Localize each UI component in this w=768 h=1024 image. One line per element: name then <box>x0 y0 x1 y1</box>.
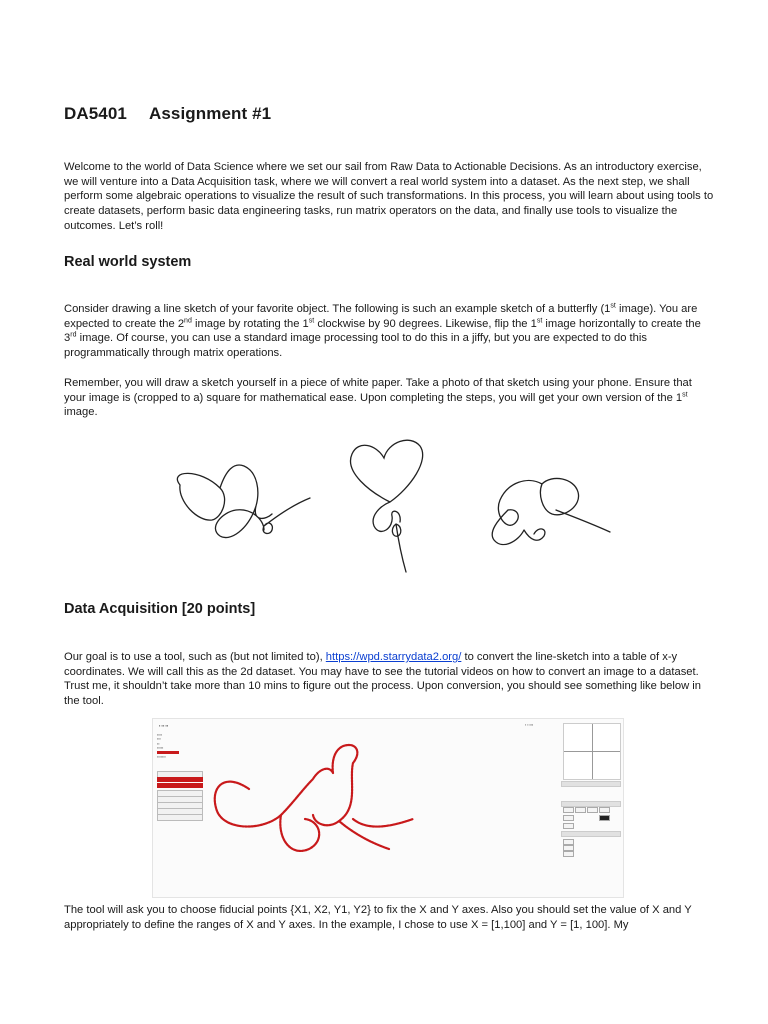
butterfly-sketch-flipped <box>478 470 628 570</box>
data-acquisition-paragraph-2: The tool will ask you to choose fiducial points {X1, X2, Y1, Y2} to fix the X and Y axes. Also you should set the value of X and Y appropriately to define the ranges of X and Y axes. In the example, I chose to use X = [1,100] and Y = [1, 100]. My <box>64 904 692 931</box>
digitizer-tool-screenshot <box>152 718 624 898</box>
real-world-paragraph-2: Remember, you will draw a sketch yourself in a piece of white paper. Take a photo of that sketch using your phone. Ensure that your image is (cropped to a) square for mathematical ease. Upon completing the steps, you will get your own version of the 1st image. <box>64 377 692 419</box>
assignment-name: Assignment #1 <box>148 104 272 123</box>
course-code: DA5401 <box>64 104 127 123</box>
intro-paragraph: Welcome to the world of Data Science where we set our sail from Raw Data to Actionable Decisions. As an introductory exercise, we will venture into a Data Acquisition task, where we will convert a real world system into a dataset. As the next step, we shall perform some algebraic operations to visualize the result of such transformations. In this process, you will learn about using tools to create datasets, perform basic data engineering tasks, run matrix operators on the data, and finally use tools to visualize the outcomes. Let’s roll! <box>64 161 714 232</box>
section-heading-data-acquisition: Data Acquisition [20 points] <box>64 601 256 617</box>
data-acquisition-paragraph-1: Our goal is to use a tool, such as (but not limited to), https://wpd.starrydata2.org/ to convert the line-sketch into a table of x-y coordinates. We will call this as the 2d dataset. You may have to see the tutorial videos on how to convert an image to a dataset. Trust me, it shouldn’t take more than 10 mins to figure out the process. Upon conversion, you should see something like below in the tool. <box>64 651 701 708</box>
section-heading-real-world-system: Real world system <box>64 254 192 270</box>
butterfly-sketch-rotated <box>340 432 440 577</box>
butterfly-sketch-original <box>160 440 320 560</box>
tool-menu-bar: ▪ ▪▪ ▪▪ <box>159 723 169 728</box>
digitized-butterfly-curve <box>153 719 623 897</box>
tool-side-panel: ▪▪▪▪ ▪▪▪ ▪▪ ▪▪▪▪▪ ▪▪▪▪▪▪▪ <box>157 733 205 759</box>
assignment-title <box>64 104 271 124</box>
real-world-paragraph-1: Consider drawing a line sketch of your favorite object. The following is such an example sketch of a butterfly (1st image). You are expected to create the 2nd image by rotating the 1st clockwise by 90 degrees. Likewise, flip the 1st image horizontally to create the 3rd image. Of course, you can use a standard image processing tool to do this in a jiffy, but you are expected to do this programmatically through matrix operations. <box>64 302 701 360</box>
webplotdigitizer-link[interactable]: https://wpd.starrydata2.org/ <box>325 651 462 663</box>
tool-zoom-label: ▪ ▪ ▪▪▪ <box>525 723 534 727</box>
